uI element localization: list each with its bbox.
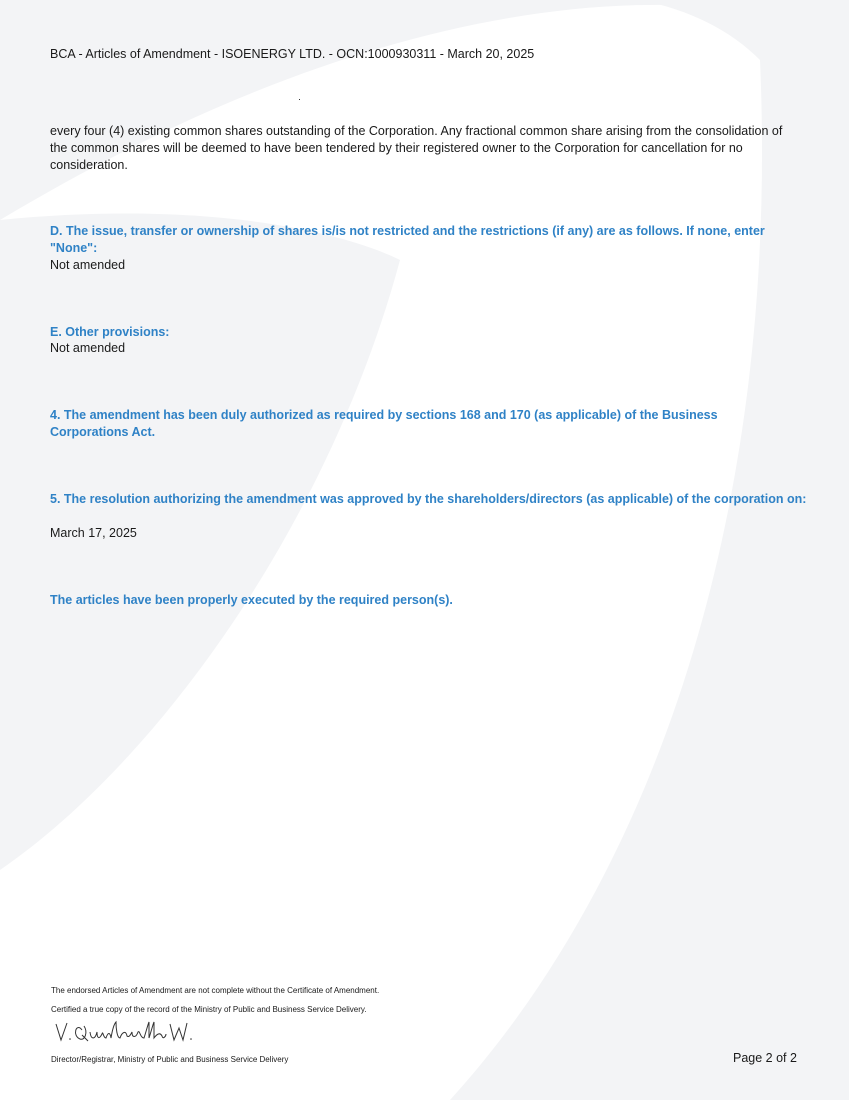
certified-copy-text: Certified a true copy of the record of the Ministry of Public and Business Service Delivery. — [51, 1005, 367, 1014]
certificate-notice: The endorsed Articles of Amendment are not complete without the Certificate of Amendment. — [51, 986, 380, 995]
page-number: Page 2 of 2 — [733, 1051, 797, 1065]
item-5-value: March 17, 2025 — [50, 526, 137, 540]
section-d-heading: D. The issue, transfer or ownership of shares is/is not restricted and the restrictions (if any) are as follows. If none, enter "None": — [50, 224, 765, 255]
document-header: BCA - Articles of Amendment - ISOENERGY LTD. - OCN:1000930311 - March 20, 2025 — [50, 47, 535, 61]
section-d-value: Not amended — [50, 258, 126, 272]
continuation-paragraph: every four (4) existing common shares outstanding of the Corporation. Any fractional common share arising from the consolidation of the common shares will be deemed to have been tendered by their registered owner to the Corporation for cancellation for no consideration. — [50, 124, 783, 172]
signatory-title: Director/Registrar, Ministry of Public and Business Service Delivery — [51, 1055, 289, 1064]
section-e-value: Not amended — [50, 341, 126, 355]
executed-statement: The articles have been properly executed by the required person(s). — [50, 593, 453, 607]
stray-mark — [299, 99, 300, 100]
section-e-heading: E. Other provisions: — [50, 325, 170, 339]
item-5-heading: 5. The resolution authorizing the amendment was approved by the shareholders/directors (as applicable) of the corporation on: — [50, 492, 807, 506]
item-4-heading: 4. The amendment has been duly authorized as required by sections 168 and 170 (as applicable) of the Business Corporations Act. — [50, 408, 718, 439]
registrar-signature — [52, 1018, 212, 1046]
